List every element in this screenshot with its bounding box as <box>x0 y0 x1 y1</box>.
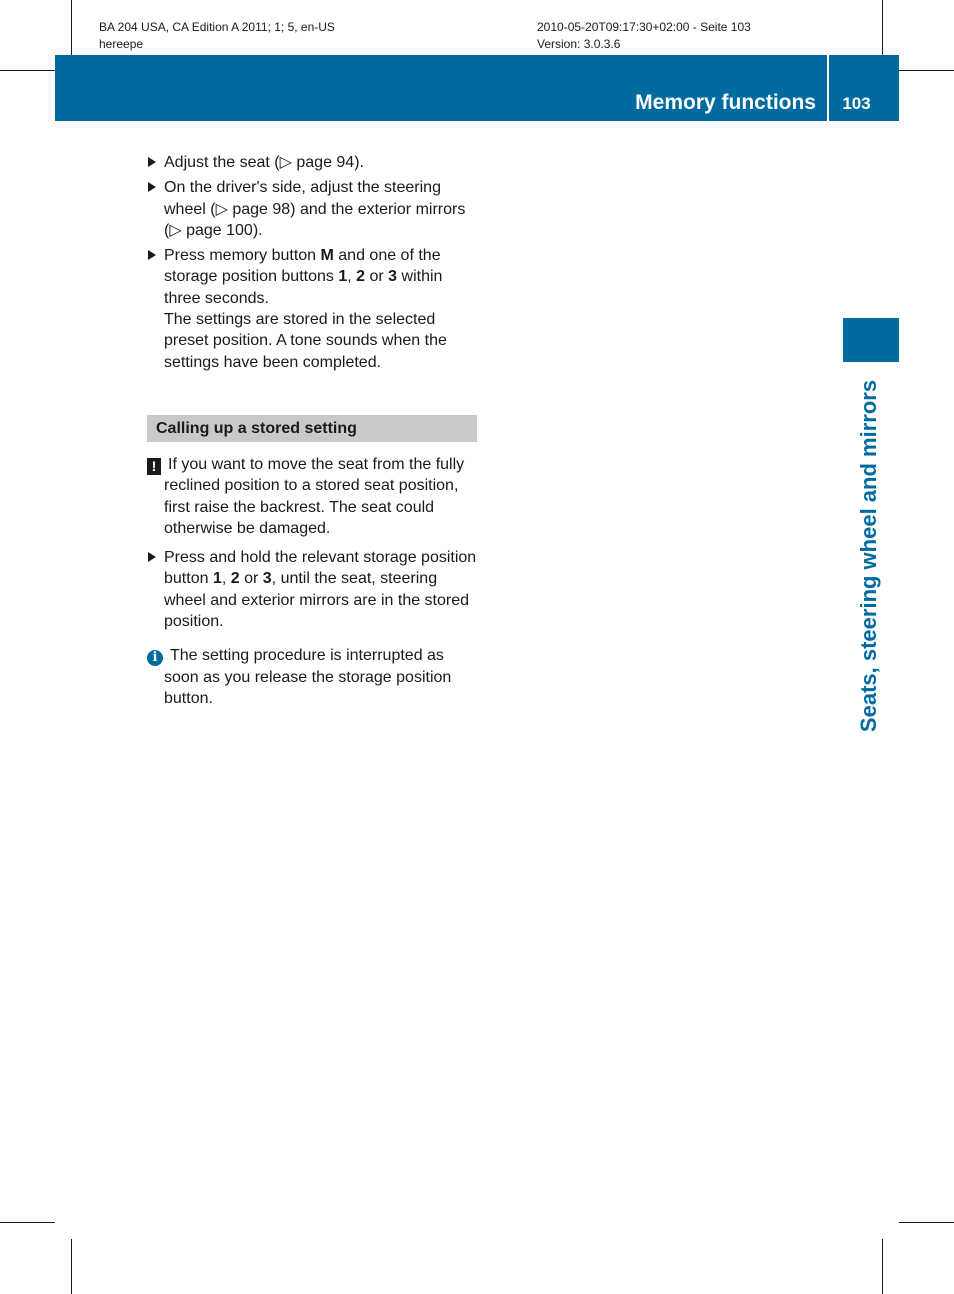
chapter-tab <box>843 318 899 362</box>
meta-author: hereepe <box>99 37 144 51</box>
info-icon: i <box>147 650 163 666</box>
main-content <box>147 152 481 713</box>
info-note <box>147 645 481 709</box>
print-meta-left <box>99 19 335 53</box>
print-meta-right <box>537 19 751 53</box>
step-item <box>147 547 481 632</box>
crop-mark <box>0 70 55 71</box>
info-text: The setting procedure is interrupted as soon as you release the storage position button. <box>164 647 452 707</box>
position-3-label: 3 <box>388 268 398 286</box>
step-text: or <box>365 268 389 286</box>
crop-mark <box>71 1239 72 1294</box>
warning-text: If you want to move the seat from the fully reclined position to a stored seat position, first raise the backrest. The seat could otherwise be damaged. <box>164 455 465 537</box>
step-text: , <box>347 268 357 286</box>
step-text: or <box>239 570 263 588</box>
crop-mark <box>899 70 954 71</box>
meta-edition: BA 204 USA, CA Edition A 2011; 1; 5, en-US <box>99 20 335 34</box>
crop-mark <box>0 1222 55 1223</box>
position-2-label: 2 <box>356 268 366 286</box>
warning-note <box>147 454 481 539</box>
section-heading: Calling up a stored setting <box>147 415 477 442</box>
meta-version: Version: 3.0.3.6 <box>537 37 621 51</box>
position-2-label: 2 <box>230 570 240 588</box>
meta-timestamp: 2010-05-20T09:17:30+02:00 - Seite 103 <box>537 20 751 34</box>
arrow-bullet-icon <box>148 250 156 260</box>
step-text: and one of the storage position buttons <box>164 247 441 286</box>
step-text: , <box>221 570 231 588</box>
step-text: Press and hold the relevant storage position button <box>164 549 477 588</box>
crop-mark <box>899 1222 954 1223</box>
step-text: within three seconds. <box>164 268 443 307</box>
step-result: The settings are stored in the selected preset position. A tone sounds when the settings have been completed. <box>164 311 447 371</box>
position-1-label: 1 <box>212 570 222 588</box>
position-3-label: 3 <box>262 570 272 588</box>
step-text: On the driver's side, adjust the steering wheel (▷ page 98) and the exterior mirrors (▷ page 100). <box>164 179 466 239</box>
step-item <box>147 177 481 241</box>
chapter-label: Seats, steering wheel and mirrors <box>856 379 881 733</box>
step-text: , until the seat, steering wheel and exterior mirrors are in the stored position. <box>164 570 470 631</box>
memory-button-label: M <box>320 247 334 265</box>
page-number: 103 <box>842 94 871 113</box>
arrow-bullet-icon <box>148 552 156 562</box>
crop-mark <box>882 1239 883 1294</box>
crop-mark <box>882 0 883 55</box>
step-text: Press memory button <box>164 247 321 265</box>
position-1-label: 1 <box>338 268 348 286</box>
arrow-bullet-icon <box>148 182 156 192</box>
step-text: Adjust the seat (▷ page 94). <box>164 154 364 171</box>
crop-mark <box>71 0 72 55</box>
warning-icon: ! <box>147 458 161 475</box>
step-item <box>147 245 481 373</box>
page-title: Memory functions <box>635 91 816 114</box>
step-item <box>147 152 481 173</box>
arrow-bullet-icon <box>148 157 156 167</box>
